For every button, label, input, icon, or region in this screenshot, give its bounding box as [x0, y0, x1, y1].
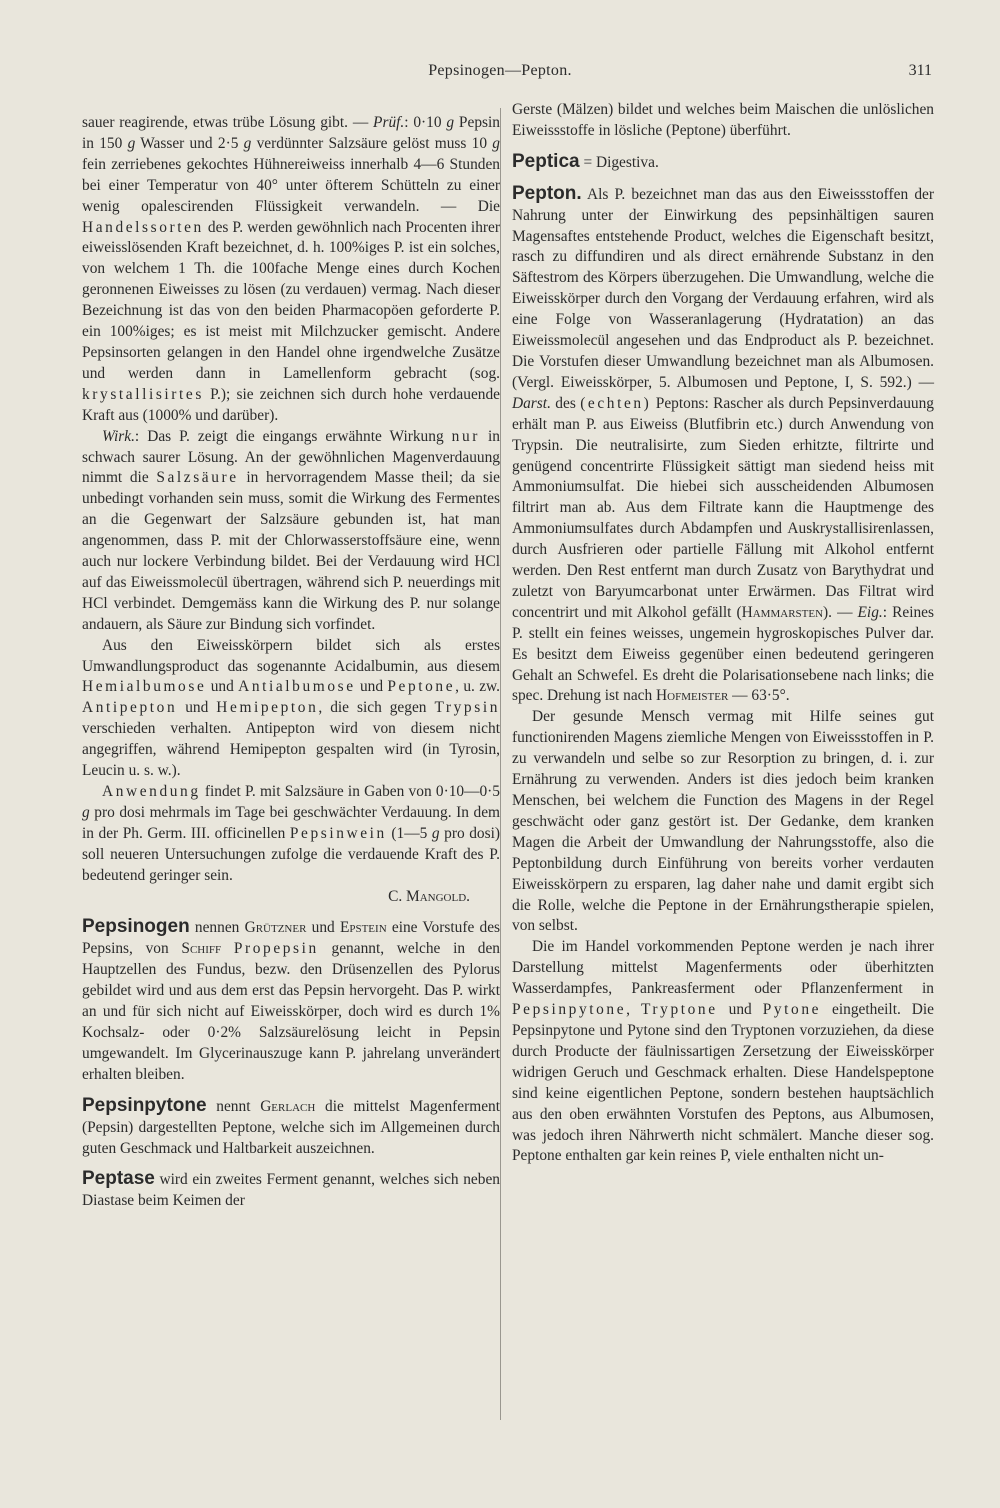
running-title: Pepsinogen—Pepton. [428, 62, 572, 79]
paragraph-ernaehrung [512, 707, 934, 937]
text-run: : Reines P. stellt ein feines weisses, ungemein hygroskopisches Pulver dar. Es besitzt dem Eiweiss gegenüber einen bedeutend geringeren Gehalt an Schwefel. Es dreht die Polarisationsebene nach links; die spec. Drehung ist nach [512, 603, 934, 705]
text-run: verschieden verhalten. Antipepton wird von diesem nicht angegriffen, während Hemipepton gespalten wird (in Tyrosin, Leucin u. s. w.). [82, 720, 500, 780]
text-run: in hervorragendem Masse theil; da sie unbedingt vorhanden sein muss, somit die Wirkung des Fermentes an die Gegenwart der Salzsäure gebunden ist, hat man angenommen, dass P. mit der Chlorwasserstoffsäure eine, wenn auch nur lockere Verbindung bildet. Bei der Verdauung wird HCl auf das Eiweissmolecül übertragen, während sich P. neuerdings mit HCl verbindet. Demgemäss kann die Wirkung des P. nur solange andauern, als Säure zur Bindung sich vorfindet. [82, 469, 500, 633]
text-run: sauer reagirende, etwas trübe Lösung gibt. — [82, 114, 374, 131]
text-run: Hofmeister [656, 687, 729, 705]
text-run: Antialbumose [238, 678, 356, 696]
text-run: Prüf. [373, 114, 405, 131]
text-run: und [306, 919, 340, 937]
text-run: und [177, 699, 217, 717]
text-run: : 0·10 [404, 114, 447, 131]
text-run: P.); sie zeichnen sich durch hohe verdauende Kraft aus (1000% und darüber). [82, 385, 500, 424]
text-run: Pepton. [512, 182, 582, 204]
text-run: Grützner [244, 919, 307, 937]
text-run: krystallisirtes [82, 385, 204, 403]
text-run: findet P. mit Salzsäure in Gaben von 0·10—0·5 [200, 783, 500, 800]
text-run: nur [451, 427, 480, 445]
text-run: , die sich gegen [318, 699, 435, 717]
entry-peptase [82, 1169, 500, 1212]
entry-pepsinogen [82, 917, 500, 1085]
text-run: Schiff [181, 940, 222, 958]
text-run: Peptase [82, 1168, 155, 1190]
text-run: Peptons: Rascher als durch Pepsinverdauung erhält man P. aus Eiweiss (Blutfibrin etc.) durch Anwendung von Trypsin. Die neutralisirte, zum Sieden erhitzte, filtrirte und genügend concentrirte Flüssigkeit sättigt man siedend heiss mit Ammoniumsulfat. Die hiebei sich ausscheidenden Albumosen filtrirt man ab. Aus dem Filtrate kann die Hauptmenge des Ammoniumsulfates durch Abdampfen und Auskrystallisirenlassen, durch Ausfrieren oder partielle Fällung mit Alkohol entfernt werden. Den Rest entfernt man durch Zusatz von Barythydrat und zuletzt von Baryumcarbonat unter Erwärmen. Das Filtrat wird concentrirt und mit Alkohol gefällt ( [512, 394, 934, 621]
paragraph-wirkung [82, 427, 500, 636]
text-run: nennt [206, 1097, 261, 1115]
text-run: g [446, 114, 455, 131]
paragraph-peptase-cont [512, 100, 934, 142]
text-run: Peptica [512, 150, 580, 172]
running-head [0, 62, 1000, 84]
text-run: Pepsin in 150 [82, 114, 500, 152]
text-run: (echten) [580, 394, 652, 412]
text-run: des [550, 394, 581, 412]
text-run: Eig. [857, 603, 883, 621]
entry-pepsinpytone [82, 1096, 500, 1160]
text-run: g [431, 824, 440, 842]
text-run: Wirk. [102, 427, 135, 445]
text-run: g [243, 134, 252, 152]
text-run: Pepsinpytone [512, 1001, 627, 1019]
paragraph-pruefung [82, 113, 500, 427]
text-run: Antipepton [82, 699, 178, 717]
text-run: Die im Handel vorkommenden Peptone werden je nach ihrer Darstellung mittelst Magenferments oder überhitzten Wasserdampfes, Pankreasferment oder Pflanzenferment in [512, 938, 934, 998]
text-run: — 63·5°. [728, 687, 790, 705]
author-signature: C. Mangold. [388, 887, 470, 905]
text-run: , [626, 1001, 641, 1019]
text-run: = Digestiva. [579, 153, 659, 171]
text-run: und [717, 1001, 763, 1019]
text-run: ). — [823, 603, 858, 621]
text-run: fein zerriebenes gekochtes Hühnereiweiss innerhalb 4—6 Stunden bei einer Temperatur von 40° unter öfterem Schütteln zu einer wenig opalescirenden Flüssigkeit verwandeln. — Die [82, 155, 500, 215]
text-run: Pepsinogen [82, 916, 190, 938]
text-run [221, 940, 234, 957]
paragraph-umwandlung [82, 636, 500, 782]
text-run: g [127, 134, 136, 152]
text-run: pro dosi mehrmals im Tage bei geschwächter Verdauung. In dem in der Ph. Germ. III. officinellen [82, 803, 500, 842]
entry-pepton [512, 184, 934, 708]
text-run: und [355, 678, 388, 696]
text-run: g [492, 134, 500, 152]
text-run: des P. werden gewöhnlich nach Procenten ihrer eiweisslösenden Kraft bezeichnet, d. h. 100%iges P. ist ein solches, von welchem 1 Th. die 100fache Menge eines durch Kochen geronnenen Eiweisses zu lösen (zu verdauen) vermag. Nach dieser Bezeichnung ist das von den beiden Pharmacopöen geforderte P. ein 100%iges; es ist meist mit Milchzucker gemischt. Andere Pepsinsorten gelangen in den Handel ohne irgendwelche Zusätze und werden dann in Lamellenform gebracht (sog. [82, 218, 500, 382]
text-run: eine Vorstufe des Pepsins, von [82, 919, 501, 958]
text-run: verdünnter Salzsäure gelöst muss 10 [251, 134, 493, 152]
text-run: Wasser und 2·5 [135, 134, 244, 152]
column-divider [500, 108, 501, 1420]
text-run: die mittelst Magenferment (Pepsin) dargestellten Peptone, welche sich im Allgemeinen durch guten Geschmack und Haltbarkeit auszeichnen. [82, 1097, 500, 1157]
text-run: Epstein [339, 919, 387, 937]
text-run: Als P. bezeichnet man das aus den Eiweissstoffen der Nahrung unter der Einwirkung des pepsinhältigen sauren Magensaftes entstehende Product, welches die Eigenschaft besitzt, rasch zu diffundiren und als direct ernährende Substanz in den Säftestrom des Körpers überzugehen. Die Umwandlung, welche die Eiweisskörper durch den Vorgang der Verdauung erfahren, wird als eine Folge von Wasseranlagerung (Hydratation) an das Eiweissmolecül angesehen und das Endproduct als P. bezeichnet. Die Vorstufen dieser Umwandlung bezeichnet man als Albumosen. (Vergl. Eiweisskörper, 5. Albumosen und Peptone, I, S. 592.) — [512, 185, 934, 391]
text-run: Anwendung [102, 783, 201, 800]
text-run: pro dosi) soll neueren Untersuchungen zufolge die verdauende Kraft des P. bedeutend geringer sein. [82, 824, 500, 884]
right-column [512, 100, 934, 1167]
text-run: Aus den Eiweisskörpern bildet sich als erstes Umwandlungsproduct das sogenannte Acidalbumin, aus diesem [82, 636, 500, 675]
text-run: Salzsäure [156, 469, 239, 487]
text-run: Der gesunde Mensch vermag mit Hilfe seines gut functionirenden Magens ziemliche Mengen von Eiweissstoffen in P. zu verwandeln und selbe so zur Resorption zu bringen, d. i. zur Ernährung zu verwenden. Anders ist dies jedoch beim kranken Menschen, bei welchem die Function des Magens in der Regel geschwächt oder ganz gestört ist. Der Gedanke, dem kranken Magen die Arbeit der Umwandlung der Nahrungsstoffe, also die Peptonbildung durch Einführung von bereits vorher verdauten Eiweisskörpern zu ersparen, lag daher nahe und damit ergibt sich die Rolle, welche die Peptone in der Ernährungstherapie spielen, von selbst. [512, 708, 934, 935]
text-run: Pepsinpytone [82, 1094, 207, 1116]
text-run: Handelssorten [82, 218, 204, 236]
text-run: (1—5 [386, 824, 432, 842]
text-run: : Das P. zeigt die eingangs erwähnte Wirkung [134, 427, 452, 445]
text-run: Gerste (Mälzen) bildet und welches beim Maischen die unlöslichen Eiweissstoffe in lösliche (Peptone) überführt. [512, 101, 934, 139]
text-run: Hemipepton [216, 699, 319, 717]
entry-peptica [512, 152, 934, 174]
page-number: 311 [908, 62, 932, 79]
text-run: Tryptone [640, 1001, 718, 1019]
text-run: und [206, 678, 239, 696]
text-run: Gerlach [260, 1097, 316, 1115]
text-run: nennen [189, 919, 245, 937]
text-run: , u. zw. [455, 678, 500, 696]
text-run: Peptone [387, 678, 456, 696]
text-run: Hammarsten [741, 603, 824, 621]
text-run: Pepsinwein [289, 824, 387, 842]
text-run: Hemialbumose [82, 678, 207, 696]
paragraph-anwendung [82, 782, 500, 887]
text-run: g [82, 803, 90, 821]
text-run: Pytone [762, 1001, 822, 1019]
text-run: wird ein zweites Ferment genannt, welches sich neben Diastase beim Keimen der [82, 1171, 500, 1210]
text-run: Propepsin [233, 940, 319, 958]
left-column [82, 113, 500, 1212]
text-run: genannt, welche in den Hauptzellen des Fundus, bezw. den Drüsenzellen des Pylorus gebildet wird und aus dem erst das Pepsin hervorgeht. Das P. wirkt an und für sich nicht auf Eiweisskörper, doch wird es durch 1% Kochsalz- oder 0·2% Salzsäurelösung leicht in Pepsin umgewandelt. Im Glycerinauszuge kann P. jahrelang unverändert erhalten bleiben. [82, 940, 500, 1083]
text-run: Darst. [512, 394, 551, 412]
text-run: eingetheilt. Die Pepsinpytone und Pytone sind den Tryptonen vorzuziehen, da diese durch Producte der fäulnissartigen Zersetzung der Eiweisskörper widrigen Geruch und Geschmack erhalten. Diese Handelspeptone sind keine eigentlichen Peptone, sondern bestehen hauptsächlich aus den oben erwähnten Vorstufen des Peptons, aus Albumosen, was jedoch ihren Nährwerth nicht schmälert. Manche dieser sog. Peptone enthalten gar kein reines P, viele enthalten nicht un- [512, 1001, 935, 1165]
text-run: Trypsin [434, 699, 500, 717]
text-run: in schwach saurer Lösung. An der gewöhnlichen Magenverdauung nimmt die [82, 427, 500, 487]
paragraph-handelspeptone [512, 937, 934, 1167]
